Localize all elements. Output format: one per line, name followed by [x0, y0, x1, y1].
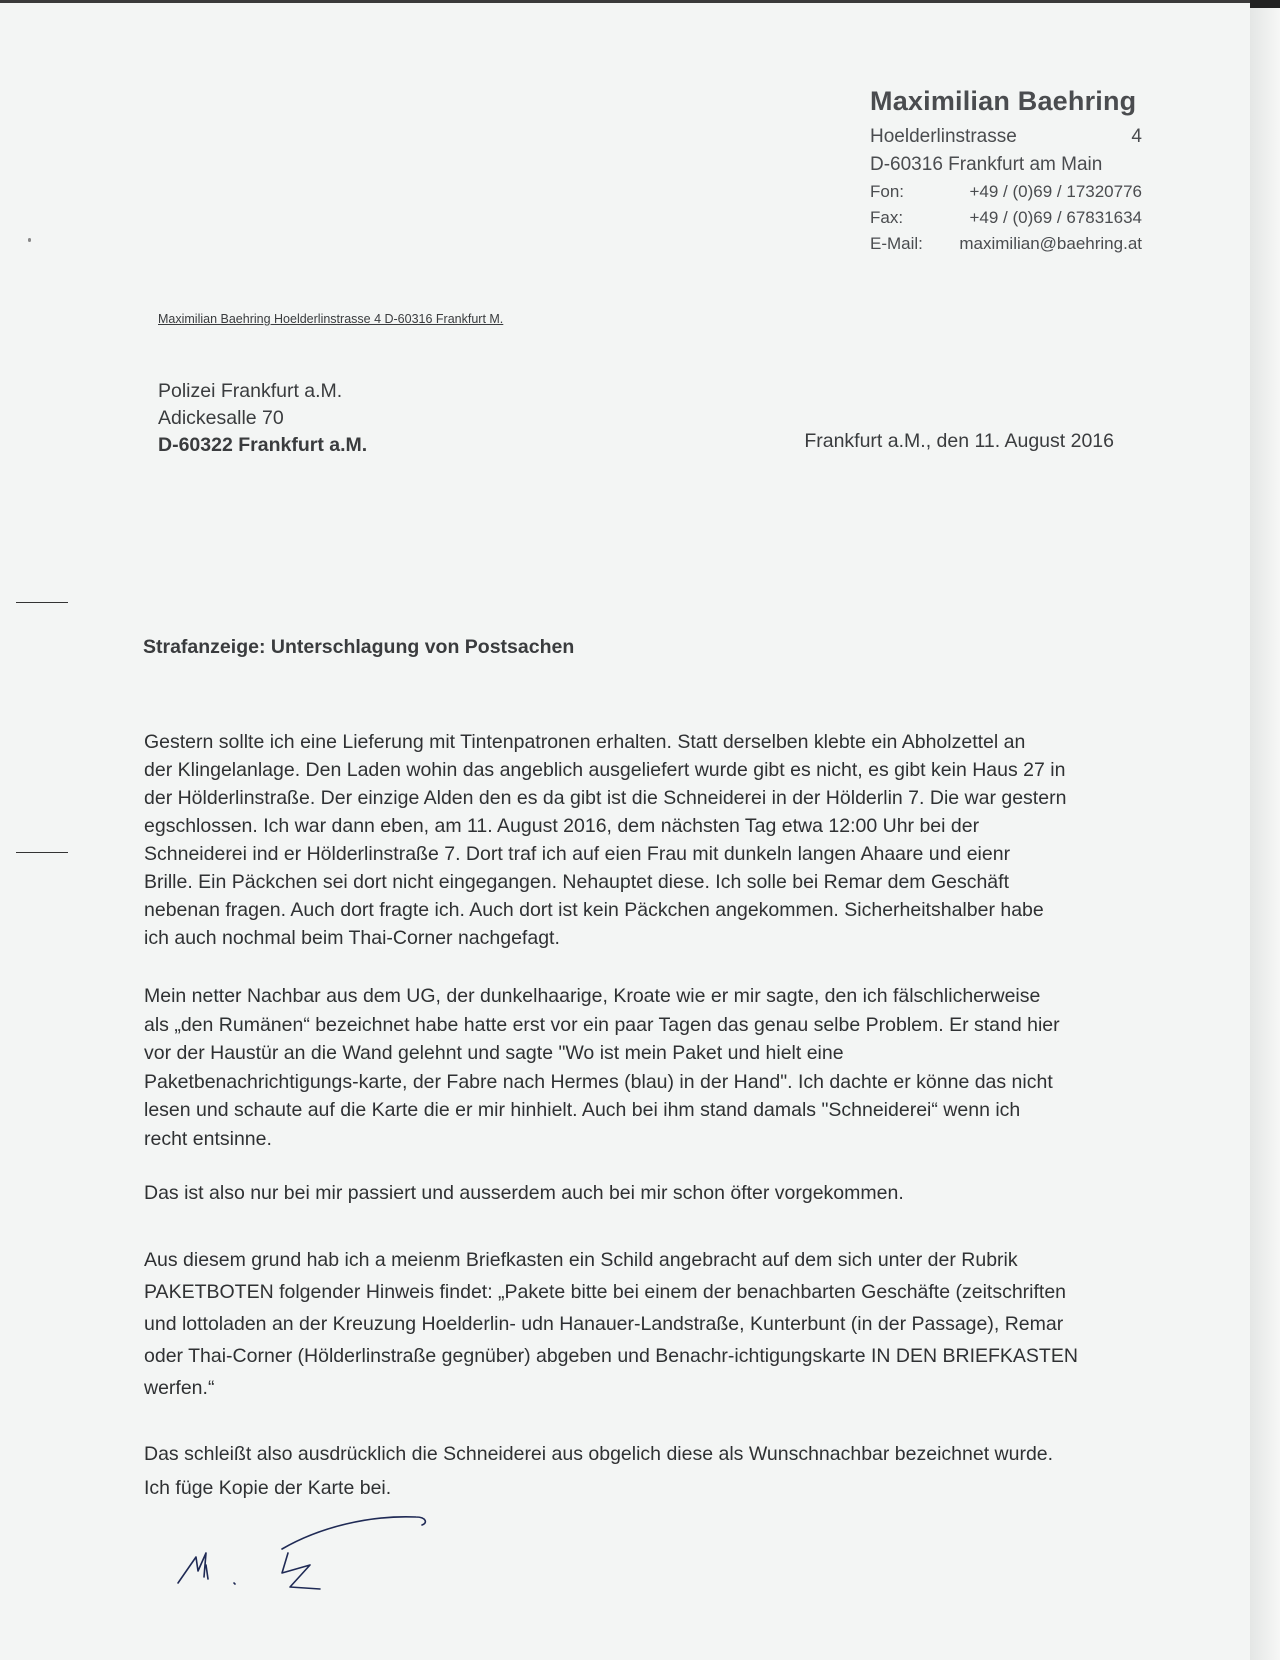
sender-city: D-60316 Frankfurt am Main — [870, 154, 1103, 175]
sender-city-row — [870, 151, 1142, 179]
letterhead — [870, 86, 1142, 257]
scanner-bed-margin — [1250, 8, 1280, 1660]
recipient-address — [158, 378, 367, 459]
body-paragraph-2: Mein netter Nachbar aus dem UG, der dunkelhaarige, Kroate wie er mir sagte, den ich fälschlicherweise als „den Rumänen“ bezeichnet habe hatte erst vor ein paar Tagen das genau selbe Problem. Er stand hier vor der Haustür an die Wand gelehnt und sagte "Wo ist mein Paket und hielt eine Paketbenachrichtigungs-karte, der Fabre nach Hermes (blau) in der Hand". Ich dachte er könne das nicht lesen und schaute auf die Karte die er mir hinhielt. Auch bei ihm stand damals "Schneiderei“ wenn ich recht entsinne. — [144, 985, 1060, 1150]
date-line: Frankfurt a.M., den 11. August 2016 — [804, 430, 1114, 452]
fax-number: +49 / (0)69 / 67831634 — [969, 208, 1142, 227]
fax-label: Fax: — [870, 208, 904, 227]
sender-phone-row — [870, 179, 1142, 205]
fold-mark — [16, 852, 68, 853]
scanner-bed-edge — [1250, 0, 1280, 8]
sender-street-row — [870, 123, 1142, 151]
body-paragraph-1: Gestern sollte ich eine Lieferung mit Tintenpatronen erhalten. Statt derselben klebte ein Abholzettel an der Klingelanlage. Den Laden wohin das angeblich ausgeliefert wurde gibt es nicht, es gibt kein Haus 27 in der Hölderlinstraße. Der einzige Alden den es da gibt ist die Schneiderei in der Hölderlin 7. Die war gestern egschlossen. Ich war dann eben, am 11. August 2016, dem nächsten Tag etwa 12:00 Uhr bei der Schneiderei ind er Hölderlinstraße 7. Dort traf ich auf eien Frau mit dunkeln langen Ahaare und eienr Brille. Ein Päckchen sei dort nicht eingegangen. Nehauptet diese. Ich solle bei Remar dem Geschäft nebenan fragen. Auch dort fragte ich. Auch dort ist kein Päckchen angekommen. Sicherheitshalber habe ich auch nochmal beim Thai-Corner nachgefagt. — [144, 731, 1067, 949]
subject-line: Strafanzeige: Unterschlagung von Postsachen — [143, 636, 575, 658]
fold-mark — [16, 602, 68, 603]
phone-number: +49 / (0)69 / 17320776 — [969, 182, 1142, 201]
return-address-line: Maximilian Baehring Hoelderlinstrasse 4 D-60316 Frankfurt M. — [158, 312, 504, 326]
scan-edge — [0, 0, 1250, 3]
recipient-line-1: Polizei Frankfurt a.M. — [158, 380, 343, 402]
email-label: E-Mail: — [870, 234, 923, 253]
sender-street: Hoelderlinstrasse — [870, 126, 1017, 147]
body-paragraph-4: Aus diesem grund hab ich a meienm Briefkasten ein Schild angebracht auf dem sich unter der Rubrik PAKETBOTEN folgender Hinweis findet: „Pakete bitte bei einem der benachbarten Geschäfte (zeitschriften und lottoladen an der Kreuzung Hoelderlin- udn Hanauer-Landstraße, Kunterbunt (in der Passage), Remar oder Thai-Corner (Hölderlinstraße gegnüber) abgeben und Benachr-ichtigungskarte IN DEN BRIEFKASTEN werfen.“ — [144, 1249, 1078, 1399]
sender-email-row — [870, 231, 1142, 257]
body-paragraph-5: Das schleißt also ausdrücklich die Schneiderei aus obgelich diese als Wunschnachbar bezeichnet wurde. Ich füge Kopie der Karte bei. — [144, 1443, 1054, 1499]
phone-label: Fon: — [870, 182, 905, 201]
sender-fax-row — [870, 205, 1142, 231]
recipient-line-3: D-60322 Frankfurt a.M. — [158, 434, 368, 456]
sender-name: Maximilian Baehring — [870, 86, 1137, 116]
handwritten-signature — [170, 1505, 440, 1595]
email-address: maximilian@baehring.at — [959, 234, 1142, 253]
recipient-line-2: Adickesalle 70 — [158, 407, 284, 429]
sender-house-number: 4 — [1131, 126, 1142, 147]
body-paragraph-3: Das ist also nur bei mir passiert und ausserdem auch bei mir schon öfter vorgekommen. — [144, 1182, 904, 1204]
scan-speck — [28, 238, 31, 242]
